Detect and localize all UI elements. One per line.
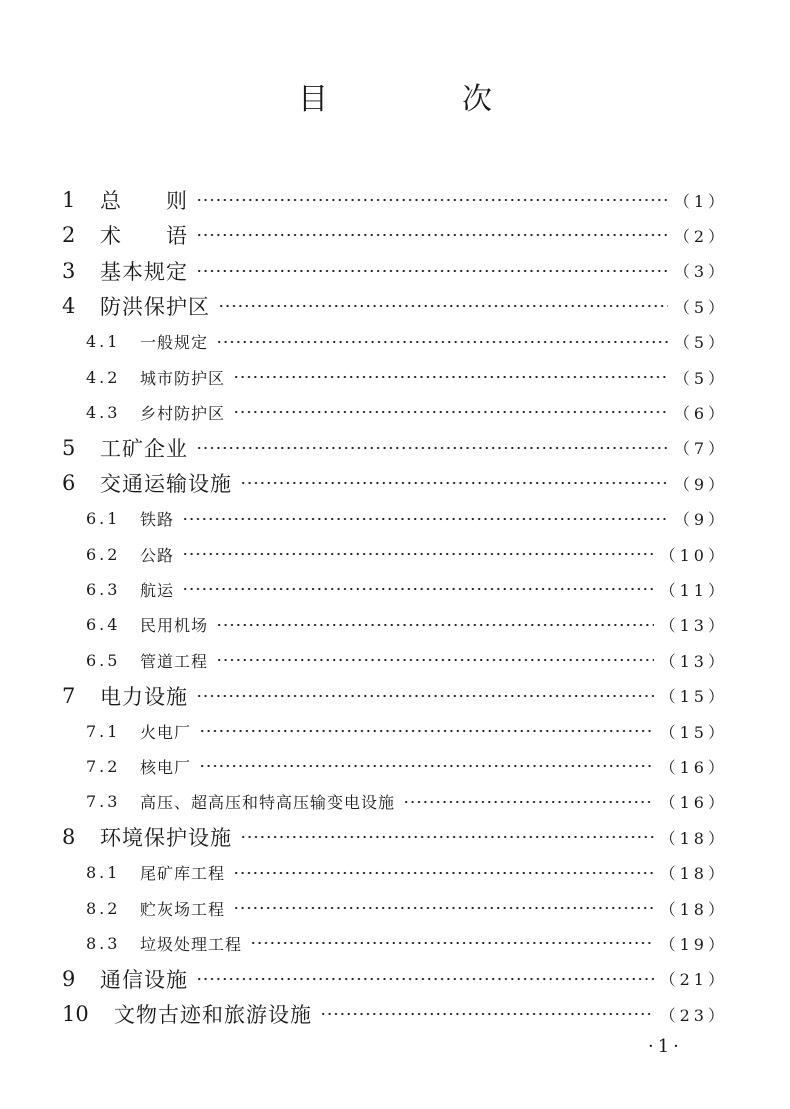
dot-leader <box>196 198 668 202</box>
toc-chapter-entry <box>62 253 728 289</box>
dot-leader <box>199 764 654 768</box>
toc-section-entry <box>86 784 728 820</box>
toc-entry-title: 乡村防护区 <box>140 403 226 423</box>
toc-section-entry <box>86 536 728 572</box>
toc-entry-number: 9 <box>62 966 76 991</box>
toc-entry-page: （2） <box>673 226 728 246</box>
toc-entry-title: 基本规定 <box>100 259 188 284</box>
toc-entry-title: 通信设施 <box>100 967 188 992</box>
toc-entry-title: 高压、超高压和特高压输变电设施 <box>140 793 396 813</box>
toc-section-entry <box>86 501 728 537</box>
toc-entry-number: 7.3 <box>86 792 121 812</box>
toc-entry-title: 管道工程 <box>140 651 209 671</box>
toc-entry-title: 交通运输设施 <box>100 472 232 497</box>
toc-entry-title: 尾矿库工程 <box>140 864 226 884</box>
dot-leader <box>196 446 668 450</box>
dot-leader <box>233 871 654 875</box>
toc-entry-number: 4.1 <box>86 332 121 352</box>
toc-section-entry <box>86 394 728 430</box>
toc-chapter-entry <box>62 182 728 218</box>
toc-section-entry <box>86 925 728 961</box>
toc-entry-title: 一般规定 <box>140 333 209 353</box>
toc-entry-title: 电力设施 <box>100 684 188 709</box>
toc-entry-number: 4.3 <box>86 402 121 422</box>
dot-leader <box>233 410 668 414</box>
toc-entry-page: （6） <box>673 403 728 423</box>
dot-leader <box>196 694 654 698</box>
dot-leader <box>233 375 668 379</box>
toc-entry-page: （9） <box>673 510 728 530</box>
dot-leader <box>250 941 654 945</box>
toc-chapter-entry <box>62 996 728 1032</box>
toc-entry-page: （10） <box>659 545 728 565</box>
toc-entry-page: （3） <box>673 262 728 282</box>
toc-entry-number: 6.4 <box>86 615 121 635</box>
dot-leader <box>182 552 654 556</box>
toc-entry-page: （5） <box>673 333 728 353</box>
toc-entry-title: 文物古迹和旅游设施 <box>114 1003 312 1028</box>
dot-leader <box>196 977 654 981</box>
toc-entry-number: 8.2 <box>86 898 121 918</box>
toc-entry-page: （7） <box>673 439 728 459</box>
toc-entry-title: 核电厂 <box>140 757 192 777</box>
toc-entry-number: 10 <box>62 1002 89 1027</box>
toc-chapter-entry <box>62 465 728 501</box>
toc-section-entry <box>86 890 728 926</box>
toc-entry-page: （19） <box>659 934 728 954</box>
toc-entry-number: 6.1 <box>86 509 121 529</box>
toc-entry-number: 8.3 <box>86 933 121 953</box>
toc-entry-page: （18） <box>659 899 728 919</box>
toc-entry-number: 8.1 <box>86 863 121 883</box>
toc-entry-number: 4.2 <box>86 367 121 387</box>
toc-entry-title: 工矿企业 <box>100 436 188 461</box>
toc-entry-page: （13） <box>659 616 728 636</box>
page-number: ·1· <box>648 1036 683 1057</box>
dot-leader <box>216 623 654 627</box>
toc-entry-title: 环境保护设施 <box>100 826 232 851</box>
toc-entry-number: 5 <box>62 435 76 460</box>
toc-section-entry <box>86 713 728 749</box>
toc-entry-title: 民用机场 <box>140 616 209 636</box>
dot-leader <box>196 269 668 273</box>
toc-section-entry <box>86 324 728 360</box>
dot-leader <box>182 517 668 521</box>
toc-entry-page: （16） <box>659 793 728 813</box>
dot-leader <box>216 658 654 662</box>
toc-entry-page: （1） <box>673 191 728 211</box>
toc-entry-page: （9） <box>673 474 728 494</box>
dot-leader <box>218 304 668 308</box>
toc-entry-title: 铁路 <box>140 510 175 530</box>
dot-leader <box>320 1012 654 1016</box>
toc-entry-number: 1 <box>62 188 76 212</box>
toc-entry-number: 3 <box>62 258 76 283</box>
dot-leader <box>403 800 654 804</box>
toc-section-entry <box>86 359 728 395</box>
page-title: 目 次 <box>298 82 544 117</box>
toc-entry-title: 航运 <box>140 580 175 600</box>
toc-entry-title: 火电厂 <box>140 722 192 742</box>
toc-entry-page: （15） <box>659 722 728 742</box>
toc-chapter-entry <box>62 430 728 466</box>
toc-chapter-entry <box>62 217 728 253</box>
toc-section-entry <box>86 571 728 607</box>
toc-chapter-entry <box>62 678 728 714</box>
toc-entry-page: （5） <box>673 297 728 317</box>
toc-entry-page: （18） <box>659 828 728 848</box>
toc-entry-number: 2 <box>62 223 76 248</box>
toc-entry-page: （13） <box>659 651 728 671</box>
toc-chapter-entry <box>62 819 728 855</box>
toc-entry-title: 总 则 <box>100 189 188 213</box>
toc-chapter-entry <box>62 961 728 997</box>
toc-entry-page: （5） <box>673 368 728 388</box>
toc-entry-title: 术 语 <box>100 224 188 249</box>
dot-leader <box>216 340 668 344</box>
toc-section-entry <box>86 855 728 891</box>
toc-section-entry <box>86 748 728 784</box>
toc-entry-page: （18） <box>659 864 728 884</box>
toc-entry-title: 城市防护区 <box>140 368 226 388</box>
toc-entry-number: 6.5 <box>86 650 121 670</box>
toc-entry-number: 6.3 <box>86 579 121 599</box>
toc-entry-number: 8 <box>62 825 76 850</box>
dot-leader <box>182 587 654 591</box>
dot-leader <box>199 729 654 733</box>
toc-entry-page: （21） <box>659 970 728 990</box>
toc-entry-number: 7 <box>62 683 76 708</box>
toc-entry-title: 防洪保护区 <box>100 295 210 320</box>
toc-entry-page: （23） <box>659 1005 728 1025</box>
toc-chapter-entry <box>62 288 728 324</box>
toc-entry-title: 公路 <box>140 545 175 565</box>
dot-leader <box>240 481 668 485</box>
toc-section-entry <box>86 642 728 678</box>
toc-entry-number: 7.2 <box>86 756 121 776</box>
dot-leader <box>240 835 654 839</box>
toc-entry-number: 6 <box>62 471 76 496</box>
toc-section-entry <box>86 607 728 643</box>
toc-entry-page: （11） <box>659 580 728 600</box>
toc-entry-title: 垃圾处理工程 <box>140 934 243 954</box>
dot-leader <box>196 233 668 237</box>
toc-entry-page: （15） <box>659 687 728 707</box>
toc-entry-number: 7.1 <box>86 721 121 741</box>
dot-leader <box>233 906 654 910</box>
toc-entry-page: （16） <box>659 757 728 777</box>
toc-entry-number: 4 <box>62 294 76 319</box>
toc-entry-title: 贮灰场工程 <box>140 899 226 919</box>
toc-entry-number: 6.2 <box>86 544 121 564</box>
